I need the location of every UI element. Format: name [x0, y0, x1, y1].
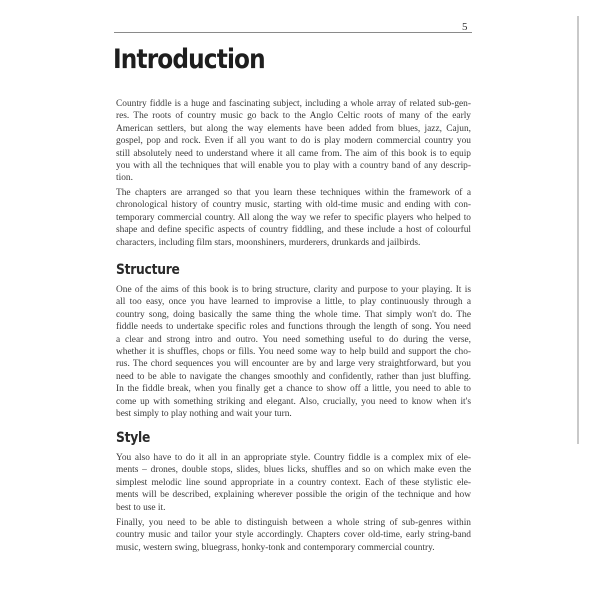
text-line: simplest melodic line sound appropriate in a country context. Each of these stylistic ele-	[116, 477, 471, 488]
text-line: you with all the techniques that will enable you to play with a country band of any descrip-	[116, 161, 471, 172]
text-line: One of the aims of this book is to bring structure, clarity and purpose to your playing. It is	[116, 285, 471, 295]
intro-paragraph-1	[116, 98, 471, 185]
text-line: gospel, pop and rock. Even if all you want to do is play modern commercial country you	[116, 136, 471, 147]
text-line: characters, including film stars, moonshiners, murderers, drunkards and jailbirds.	[116, 237, 421, 248]
header-rule	[114, 32, 472, 33]
text-line: whether it is shuffles, chops or fills. You need some way to help build and support the cho-	[116, 347, 471, 358]
section-heading-structure: Structure	[116, 262, 180, 278]
structure-paragraph	[116, 284, 471, 420]
style-paragraph-1	[116, 452, 471, 514]
text-line: country song, doing basically the same thing the whole time. That simply won't do. The	[116, 309, 471, 320]
text-line: music, western swing, bluegrass, honky-tonk and contemporary commercial country.	[116, 542, 435, 553]
text-line: tion.	[116, 173, 133, 184]
page-edge-shadow	[577, 16, 579, 444]
text-line: In the fiddle break, when you finally get a chance to show off a little, you need to able to	[116, 384, 471, 395]
text-line: chronological history of country music, starting with old-time music and ending with con-	[116, 200, 471, 211]
text-line: a clear and strong intro and outro. You need something useful to do during the verse,	[116, 334, 471, 345]
text-line: Finally, you need to be able to distinguish between a whole string of sub-genres within	[116, 518, 471, 528]
text-line: all too easy, once you have learned to improvise a little, to play continuously through a	[116, 297, 471, 308]
text-line: need to be able to navigate the changes smoothly and confidently, rather than just bluffing.	[116, 371, 471, 382]
section-heading-style: Style	[116, 430, 151, 446]
text-line: come up with something striking and elegant. Also, crucially, you need to know when it's	[116, 396, 471, 407]
text-line: ments – drones, double stops, slides, blues licks, shuffles and so on which make even the	[116, 465, 471, 476]
text-line: still absolutely need to understand where it all came from. The aim of this book is to equip	[116, 148, 471, 159]
text-line: American settlers, but along the way elements have been added from blues, jazz, Cajun,	[116, 123, 471, 134]
text-line: country music and tailor your style accordingly. Chapters cover old-time, early string-band	[116, 530, 471, 541]
text-line: ments will be described, explaining wherever possible the origin of the technique and how	[116, 490, 471, 501]
text-line: fiddle needs to undertake specific roles and functions through the length of song. You need	[116, 322, 471, 333]
text-line: rus. The chord sequences you will encounter are by and large very straightforward, but you	[116, 359, 471, 370]
style-paragraph-2	[116, 517, 471, 554]
text-line: res. The roots of country music go back to the Anglo Celtic roots of many of the early	[116, 111, 471, 122]
page-title: Introduction	[113, 44, 265, 75]
text-line: temporary commercial country. All along the way we refer to specific players who helped to	[116, 212, 471, 223]
text-line: shape and define specific aspects of country fiddling, and these include a host of colourful	[116, 225, 471, 236]
intro-paragraph-2	[116, 187, 471, 249]
text-line: Country fiddle is a huge and fascinating subject, including a whole array of related sub-gen-	[116, 99, 471, 109]
text-line: You also have to do it all in an appropriate style. Country fiddle is a complex mix of ele-	[116, 453, 471, 463]
text-line: best simply to play nothing and wait your turn.	[116, 409, 292, 420]
page-number: 5	[462, 21, 468, 33]
text-line: best to use it.	[116, 502, 166, 513]
text-line: The chapters are arranged so that you learn these techniques within the framework of a	[116, 188, 471, 198]
